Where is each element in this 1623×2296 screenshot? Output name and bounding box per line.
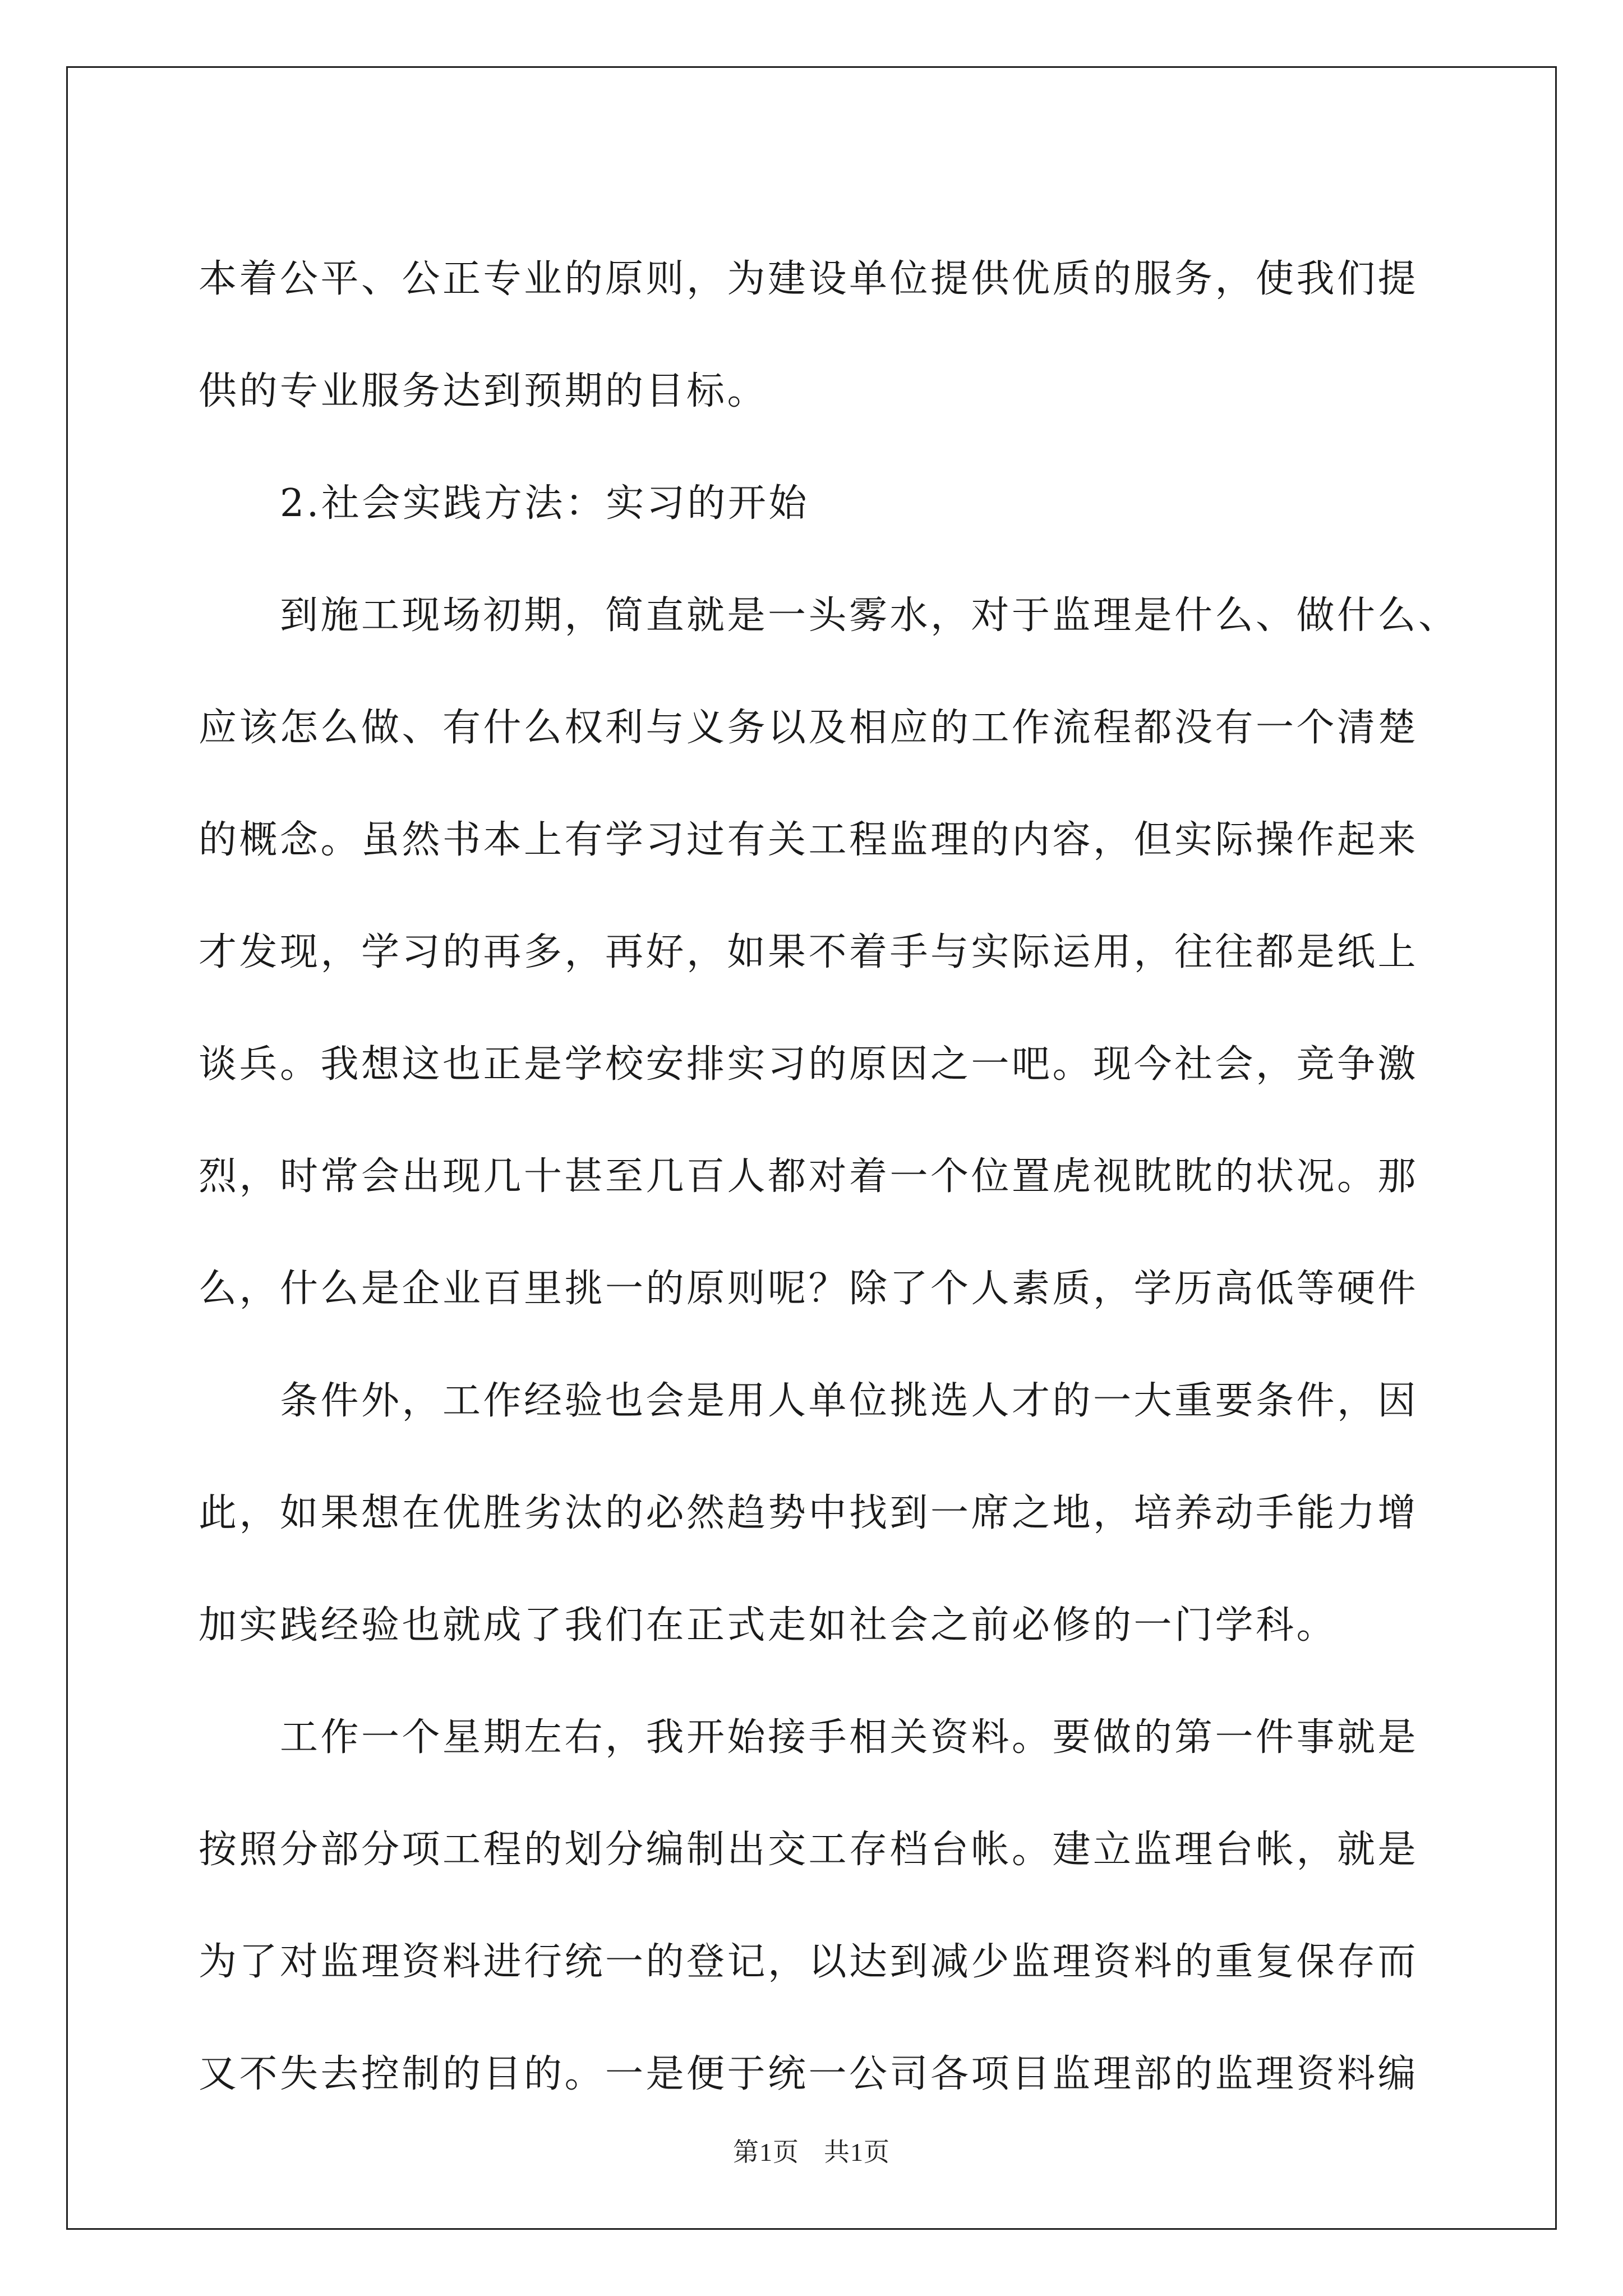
text-line: 此，如果想在优胜劣汰的必然趋势中找到一席之地，培养动手能力增: [199, 1491, 1419, 1535]
text-line: 么，什么是企业百里挑一的原则呢？除了个人素质，学历高低等硬件: [199, 1267, 1419, 1311]
text-line: 烈，时常会出现几十甚至几百人都对着一个位置虎视眈眈的状况。那: [199, 1154, 1419, 1199]
text-line: 的概念。虽然书本上有学习过有关工程监理的内容，但实际操作起来: [199, 818, 1419, 862]
text-line: 才发现，学习的再多，再好，如果不着手与实际运用，往往都是纸上: [199, 930, 1419, 974]
page-number: 第1页: [733, 2138, 799, 2166]
text-line: 应该怎么做、有什么权利与义务以及相应的工作流程都没有一个清楚: [199, 706, 1419, 750]
text-line: 工作一个星期左右，我开始接手相关资料。要做的第一件事就是: [280, 1715, 1419, 1760]
document-body: [199, 223, 1459, 2131]
page-footer: [0, 2132, 1623, 2169]
text-line: 谈兵。我想这也正是学校安排实习的原因之一吧。现今社会，竞争激: [199, 1042, 1419, 1087]
page-total: 共1页: [824, 2138, 890, 2166]
text-line: 本着公平、公正专业的原则，为建设单位提供优质的服务，使我们提: [199, 257, 1419, 301]
text-line: 供的专业服务达到预期的目标。: [199, 369, 768, 413]
section-heading: 2.社会实践方法：实习的开始: [280, 481, 809, 526]
text-line: 为了对监理资料进行统一的登记，以达到减少监理资料的重复保存而: [199, 1940, 1419, 1984]
text-line: 加实践经验也就成了我们在正式走如社会之前必修的一门学科。: [199, 1603, 1338, 1648]
text-line: 到施工现场初期，简直就是一头雾水，对于监理是什么、做什么、: [280, 593, 1459, 638]
text-line: 又不失去控制的目的。一是便于统一公司各项目监理部的监理资料编: [199, 2052, 1419, 2096]
text-line: 按照分部分项工程的划分编制出交工存档台帐。建立监理台帐，就是: [199, 1828, 1419, 1872]
text-line: 条件外，工作经验也会是用人单位挑选人才的一大重要条件，因: [280, 1379, 1419, 1423]
